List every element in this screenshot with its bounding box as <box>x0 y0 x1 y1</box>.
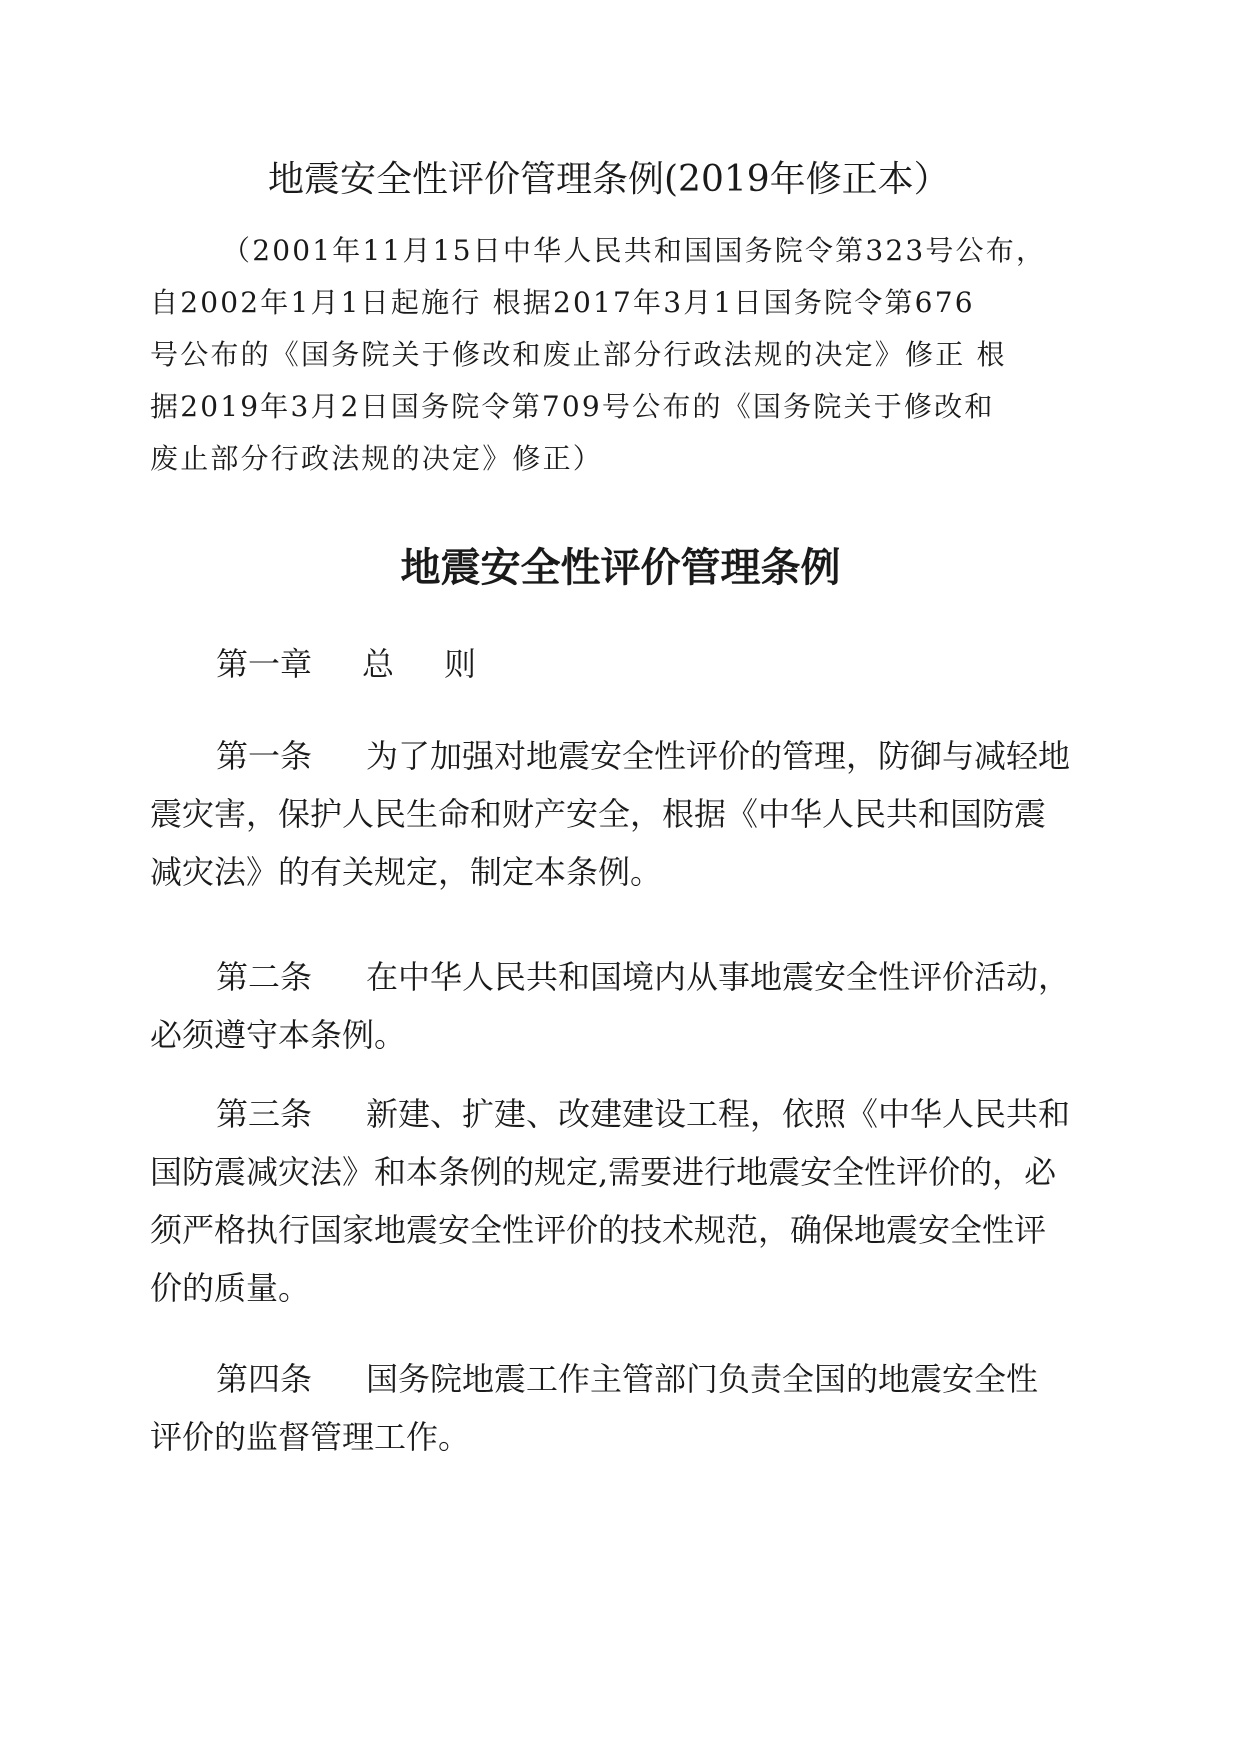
article-line <box>150 727 1100 785</box>
revision-note-line: 废止部分行政法规的决定》修正） <box>150 442 604 475</box>
revision-note <box>150 225 1095 485</box>
revision-note-line: 据2019年3月2日国务院令第709号公布的《国务院关于修改和 <box>150 390 995 423</box>
article-line: 评价的监督管理工作。 <box>150 1418 471 1456</box>
article-line: 震灾害，保护人民生命和财产安全，根据《中华人民共和国防震 <box>150 795 1047 833</box>
regulation-title: 地震安全性评价管理条例 <box>400 545 841 591</box>
article-1 <box>150 727 1100 901</box>
chapter-title-char: 总 <box>362 645 395 683</box>
article-line <box>150 1085 1100 1143</box>
article-line <box>150 1350 1100 1408</box>
article-4 <box>150 1350 1100 1466</box>
revision-note-line: （2001年11月15日中华人民共和国国务院令第323号公布， <box>222 234 1047 267</box>
article-line: 价的质量。 <box>150 1269 311 1307</box>
article-number: 第二条 <box>216 958 313 996</box>
article-text: 为了加强对地震安全性评价的管理，防御与减轻地 <box>366 737 1071 775</box>
article-number: 第四条 <box>216 1360 313 1398</box>
chapter-title-char: 则 <box>444 645 477 683</box>
chapter-number: 第一章 <box>216 645 313 683</box>
article-number: 第一条 <box>216 737 313 775</box>
article-3 <box>150 1085 1100 1317</box>
article-line: 国防震减灾法》和本条例的规定,需要进行地震安全性评价的，必 <box>150 1153 1057 1191</box>
article-line: 须严格执行国家地震安全性评价的技术规范，确保地震安全性评 <box>150 1211 1047 1249</box>
chapter-heading <box>216 642 476 686</box>
document-title: 地震安全性评价管理条例(2019年修正本） <box>268 159 950 200</box>
article-line: 减灾法》的有关规定，制定本条例。 <box>150 853 663 891</box>
article-text: 在中华人民共和国境内从事地震安全性评价活动， <box>366 958 1071 996</box>
article-2 <box>150 948 1100 1064</box>
article-line <box>150 948 1100 1006</box>
article-text: 新建、扩建、改建建设工程，依照《中华人民共和 <box>366 1095 1071 1133</box>
article-line: 必须遵守本条例。 <box>150 1016 407 1054</box>
article-number: 第三条 <box>216 1095 313 1133</box>
article-text: 国务院地震工作主管部门负责全国的地震安全性 <box>366 1360 1039 1398</box>
revision-note-line: 自2002年1月1日起施行 根据2017年3月1日国务院令第676 <box>150 286 975 319</box>
revision-note-line: 号公布的《国务院关于修改和废止部分行政法规的决定》修正 根 <box>150 338 1007 371</box>
